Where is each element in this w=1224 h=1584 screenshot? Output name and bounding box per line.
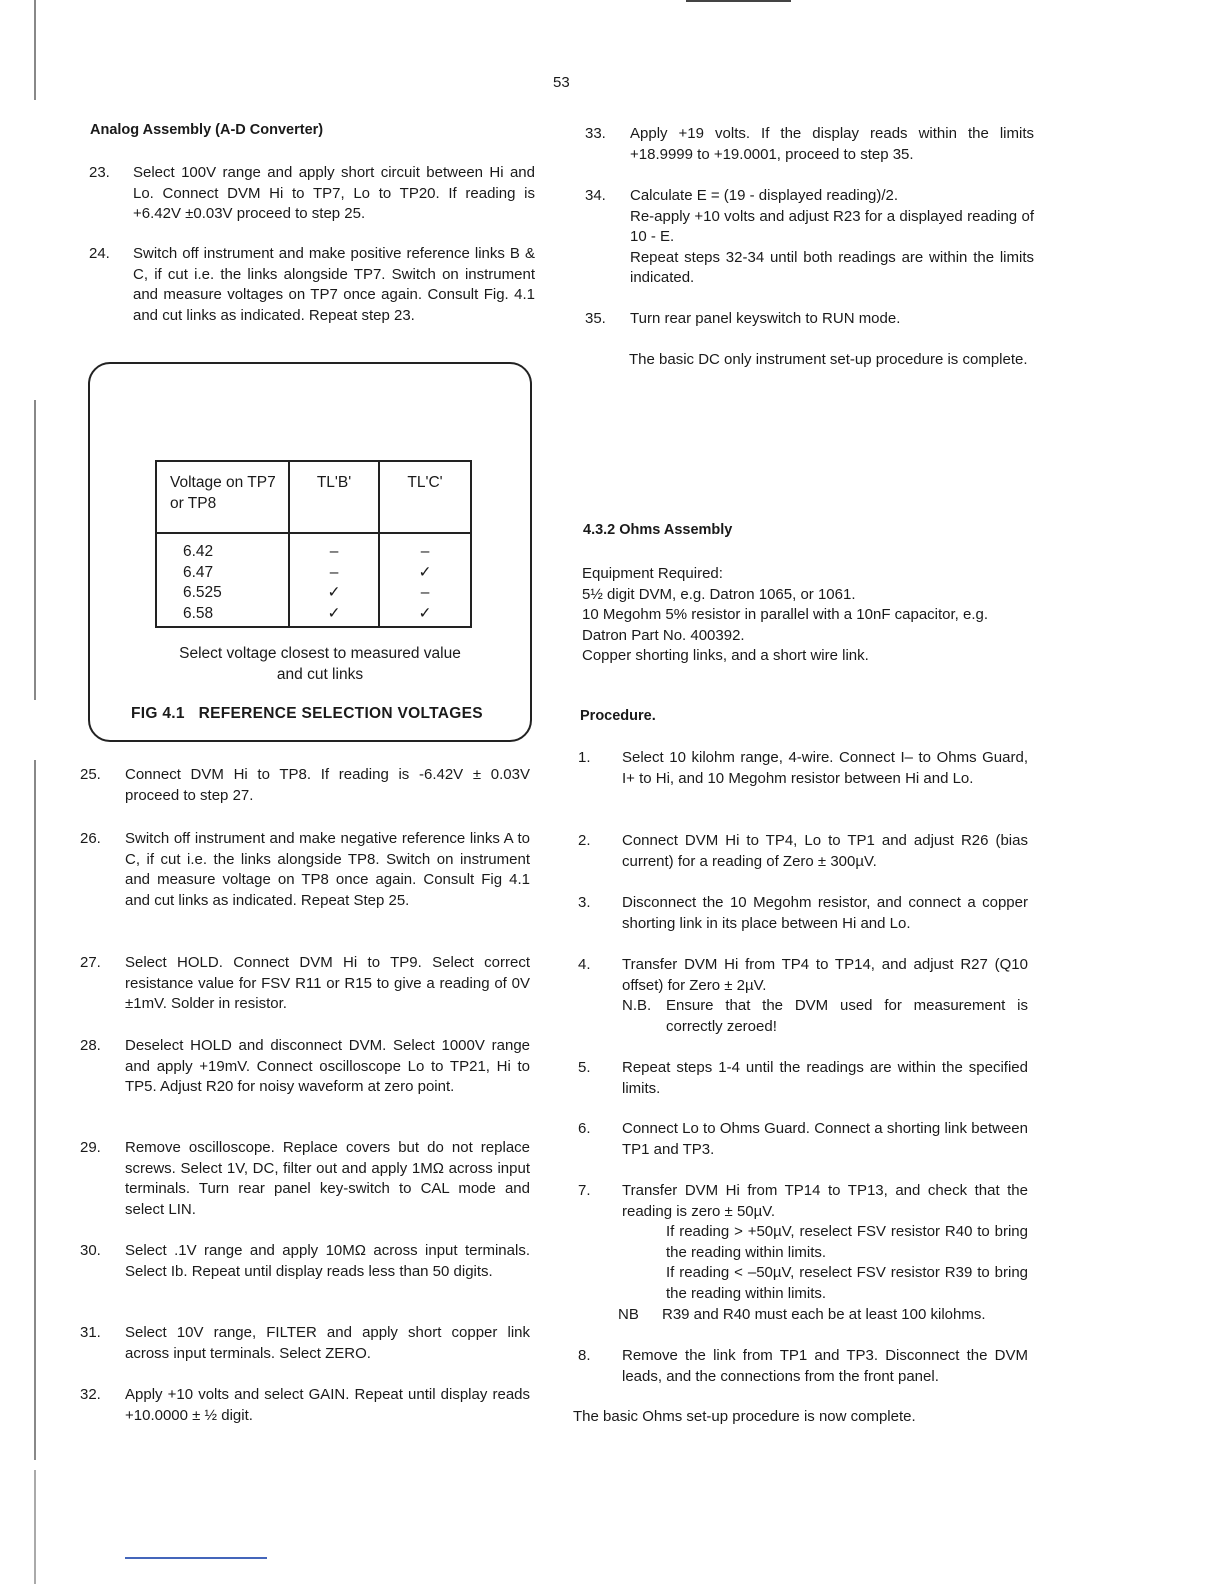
step-text: [622, 748, 1028, 789]
step-number: 24.: [89, 245, 110, 262]
header-voltage: Voltage on TP7 or TP8: [156, 461, 289, 533]
step-text: [622, 1346, 1028, 1387]
margin-line: [34, 0, 36, 100]
step-number: 25.: [80, 766, 101, 783]
step-number: 30.: [80, 1242, 101, 1259]
figure-note: Select voltage closest to measured value and cut links: [179, 645, 461, 683]
step-text: [125, 1036, 530, 1098]
link-cell: ✓: [418, 563, 432, 581]
voltage-cell: 6.525: [183, 584, 222, 602]
step-number: 28.: [80, 1037, 101, 1054]
section-heading-analog: Analog Assembly (A-D Converter): [90, 122, 324, 138]
step-line: Remove oscilloscope. Replace covers but do not replace screws. Select 1V, DC, filter out and apply 1MΩ across input terminals. Turn rear panel key-switch to CAL mode and select LIN.: [125, 1139, 530, 1218]
equipment-line: Copper shorting links, and a short wire link.: [582, 647, 869, 665]
nb-text: Ensure that the DVM used for measurement is correctly zeroed!: [666, 997, 1028, 1035]
header-tl-c: TL'C': [379, 461, 471, 533]
link-cell: –: [420, 584, 430, 602]
link-cell: –: [420, 543, 430, 560]
step-line: Turn rear panel keyswitch to RUN mode.: [630, 310, 901, 327]
step-line: Select 10V range, FILTER and apply short copper link across input terminals. Select ZERO.: [125, 1324, 530, 1362]
table-header-row: [156, 461, 471, 533]
step-number: 6.: [578, 1120, 591, 1137]
step-line: Connect DVM Hi to TP8. If reading is -6.42V ± 0.03V proceed to step 27.: [125, 766, 530, 804]
link-cell: –: [329, 563, 339, 581]
step-line: Transfer DVM Hi from TP4 to TP14, and adjust R27 (Q10 offset) for Zero ± 2µV.: [622, 956, 1028, 994]
step-line: Switch off instrument and make negative reference links A to C, if cut i.e. the links alongside TP8. Switch on instrument and measure voltage on TP8 once again. Consult Fig 4.1 and cut links as indicated. Repeat Step 25.: [125, 830, 530, 909]
equipment-line: 10 Megohm 5% resistor in parallel with a 10nF capacitor, e.g. Datron Part No. 400392.: [582, 606, 989, 644]
step-number: 32.: [80, 1386, 101, 1403]
margin-line: [34, 1470, 36, 1584]
equipment-list: [582, 564, 1032, 667]
step-line: Repeat steps 1-4 until the readings are within the specified limits.: [622, 1059, 1028, 1097]
step-text: [622, 893, 1028, 934]
dc-complete-text: The basic DC only instrument set-up procedure is complete.: [629, 351, 1028, 368]
step-number: 3.: [578, 894, 591, 911]
step-number: 5.: [578, 1059, 591, 1076]
step-number: 29.: [80, 1139, 101, 1156]
equipment-line: Equipment Required:: [582, 565, 723, 582]
step-line: Disconnect the 10 Megohm resistor, and connect a copper shorting link in its place between Hi and Lo.: [622, 894, 1028, 932]
step-line: Select .1V range and apply 10MΩ across input terminals. Select Ib. Repeat until display reads less than 50 digits.: [125, 1242, 530, 1280]
step-text: [622, 1119, 1028, 1160]
step-number: 27.: [80, 954, 101, 971]
step-line: Select 100V range and apply short circuit between Hi and Lo. Connect DVM Hi to TP7, Lo to TP20. If reading is +6.42V ±0.03V proceed to step 25.: [133, 164, 535, 223]
link-cell: ✓: [418, 604, 432, 622]
step-text: [133, 163, 535, 225]
figure-caption: FIG 4.1 REFERENCE SELECTION VOLTAGES: [131, 705, 483, 722]
step-line: Select HOLD. Connect DVM Hi to TP9. Select correct resistance value for FSV R11 or R15 to give a reading of 0V ±1mV. Solder in resistor.: [125, 954, 530, 1013]
nb-note: [618, 1305, 1028, 1326]
table-body: [156, 533, 471, 627]
top-rule: [686, 0, 791, 2]
step-line: Connect Lo to Ohms Guard. Connect a shorting link between TP1 and TP3.: [622, 1120, 1028, 1158]
step-text: [622, 955, 1028, 1037]
step-number: 35.: [585, 310, 606, 327]
step-line: Remove the link from TP1 and TP3. Disconnect the DVM leads, and the connections from the front panel.: [622, 1347, 1028, 1385]
step-line: Re-apply +10 volts and adjust R23 for a displayed reading of 10 - E.: [630, 207, 1034, 246]
step-number: 31.: [80, 1324, 101, 1341]
voltage-cell: 6.42: [183, 543, 214, 560]
step-text: [630, 309, 1034, 330]
step-number: 23.: [89, 164, 110, 181]
step-number: 8.: [578, 1347, 591, 1364]
margin-line: [34, 760, 36, 1460]
link-cell: ✓: [327, 584, 341, 602]
step-number: 4.: [578, 956, 591, 973]
step-subline: If reading > +50µV, reselect FSV resistor R40 to bring the reading within limits.: [666, 1223, 1028, 1261]
header-tl-b: TL'B': [289, 461, 379, 533]
step-text: [622, 1058, 1028, 1099]
equipment-line: 5½ digit DVM, e.g. Datron 1065, or 1061.: [582, 585, 856, 603]
step-number: 2.: [578, 832, 591, 849]
nb-label: N.B.: [622, 997, 652, 1015]
step-line: Switch off instrument and make positive reference links B & C, if cut i.e. the links alongside TP7. Switch on instrument and measure voltages on TP7 once again. Consult Fig. 4.1 and cut links as indicated. Repeat step 23.: [133, 245, 535, 324]
ohms-assembly-heading: 4.3.2 Ohms Assembly: [583, 522, 733, 538]
step-number: 7.: [578, 1182, 591, 1199]
page-number: 53: [553, 74, 570, 91]
step-line: Transfer DVM Hi from TP14 to TP13, and check that the reading is zero ± 50µV.: [622, 1182, 1028, 1220]
step-text: [125, 829, 530, 911]
step-text: [630, 186, 1034, 289]
step-text: [622, 831, 1028, 872]
step-line: Deselect HOLD and disconnect DVM. Select 1000V range and apply +19mV. Connect oscilloscope Lo to TP21, Hi to TP5. Adjust R20 for noisy waveform at zero point.: [125, 1037, 530, 1096]
step-text: [125, 1241, 530, 1282]
nb-text: R39 and R40 must each be at least 100 kilohms.: [662, 1305, 986, 1323]
link-cell: ✓: [327, 604, 341, 622]
step-line: Connect DVM Hi to TP4, Lo to TP1 and adjust R26 (bias current) for a reading of Zero ± 300µV.: [622, 832, 1028, 870]
step-number: 34.: [585, 187, 606, 204]
step-text: [125, 765, 530, 806]
step-text: [618, 1181, 1028, 1325]
margin-line: [34, 400, 36, 700]
step-number: 1.: [578, 749, 591, 766]
step-subline: If reading < –50µV, reselect FSV resistor R39 to bring the reading within limits.: [666, 1264, 1028, 1302]
nb-note: [622, 996, 1028, 1037]
step-text: [125, 1323, 530, 1364]
nb-label: NB: [618, 1305, 639, 1323]
link-cell: –: [329, 543, 339, 560]
step-line: Select 10 kilohm range, 4-wire. Connect I– to Ohms Guard, I+ to Hi, and 10 Megohm resistor between Hi and Lo.: [622, 749, 1028, 787]
bottom-rule: [125, 1557, 267, 1559]
ohms-complete-text: The basic Ohms set-up procedure is now complete.: [573, 1408, 916, 1425]
step-line: Apply +10 volts and select GAIN. Repeat until display reads +10.0000 ± ½ digit.: [125, 1386, 530, 1424]
step-line: Repeat steps 32-34 until both readings are within the limits indicated.: [630, 248, 1034, 287]
voltage-cell: 6.58: [183, 604, 214, 622]
step-number: 26.: [80, 830, 101, 847]
reference-voltage-table: [155, 460, 472, 628]
step-text: [630, 124, 1034, 165]
procedure-heading: Procedure.: [580, 708, 656, 724]
step-line: Apply +19 volts. If the display reads within the limits +18.9999 to +19.0001, proceed to step 35.: [630, 125, 1034, 163]
step-number: 33.: [585, 125, 606, 142]
step-line: Calculate E = (19 - displayed reading)/2.: [630, 187, 899, 204]
step-text: [125, 1385, 530, 1426]
step-text: [125, 1138, 530, 1220]
step-text: [133, 244, 535, 326]
voltage-cell: 6.47: [183, 563, 214, 581]
step-text: [125, 953, 530, 1015]
